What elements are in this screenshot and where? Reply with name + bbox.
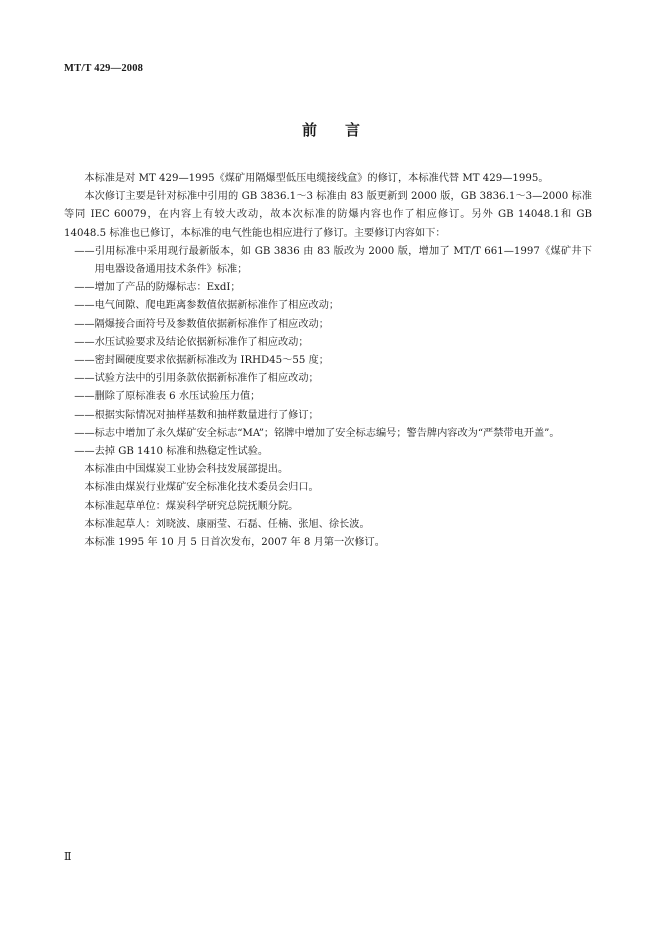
revision-summary-paragraph: 本次修订主要是针对标准中引用的 GB 3836.1～3 标准由 83 版更新到 2000 版，GB 3836.1～3—2000 标准等同 IEC 60079，在内容上有较大改动，故本次标准的防爆内容也作了相应修订。另外 GB 14048.1和 GB 14048.5 标准也已修订，本标准的电气性能也相应进行了修订。主要修订内容如下： (64, 191, 592, 239)
proposer-line: 本标准由中国煤炭工业协会科技发展部提出。 (84, 464, 289, 476)
page-number: Ⅱ (64, 851, 72, 863)
change-list (64, 243, 592, 461)
change-item: ——隔爆接合面符号及参数值依据新标准作了相应改动； (74, 318, 329, 330)
document-body (64, 170, 592, 552)
change-item: ——标志中增加了永久煤矿安全标志“MA”；铭牌中增加了安全标志编号；警告牌内容改为“严禁带电开盖”。 (74, 427, 560, 439)
change-item: ——引用标准中采用现行最新版本，如 GB 3836 由 83 版改为 2000 版，增加了 MT/T 661—1997《煤矿井下用电器设备通用技术条件》标准； (74, 245, 592, 276)
page-title: 前言 (301, 121, 388, 139)
change-item: ——电气间隙、爬电距离参数值依据新标准作了相应改动； (74, 300, 340, 312)
change-item: ——增加了产品的防爆标志：ExdI； (74, 282, 241, 294)
change-item: ——根据实际情况对抽样基数和抽样数量进行了修订； (74, 409, 319, 421)
change-item: ——试验方法中的引用条款依据新标准作了相应改动； (74, 373, 319, 385)
change-item: ——删除了原标准表 6 水压试验压力值； (74, 391, 261, 403)
committee-line: 本标准由煤炭行业煤矿安全标准化技术委员会归口。 (84, 482, 319, 494)
change-item: ——去掉 GB 1410 标准和热稳定性试验。 (74, 446, 269, 458)
intro-paragraph: 本标准是对 MT 429—1995《煤矿用隔爆型低压电缆接线盒》的修订，本标准代替 MT 429—1995。 (84, 173, 549, 184)
drafters-line: 本标准起草人：刘晓波、康丽莹、石磊、任楠、张旭、徐长波。 (84, 518, 370, 530)
standard-code: MT/T 429—2008 (64, 63, 144, 74)
publication-history-line: 本标准 1995 年 10 月 5 日首次发布，2007 年 8 月第一次修订。 (84, 537, 385, 549)
change-item: ——密封圈硬度要求依据新标准改为 IRHD45～55 度； (74, 355, 329, 367)
change-item: ——水压试验要求及结论依据新标准作了相应改动； (74, 336, 309, 348)
drafting-unit-line: 本标准起草单位：煤炭科学研究总院抚顺分院。 (84, 500, 299, 512)
